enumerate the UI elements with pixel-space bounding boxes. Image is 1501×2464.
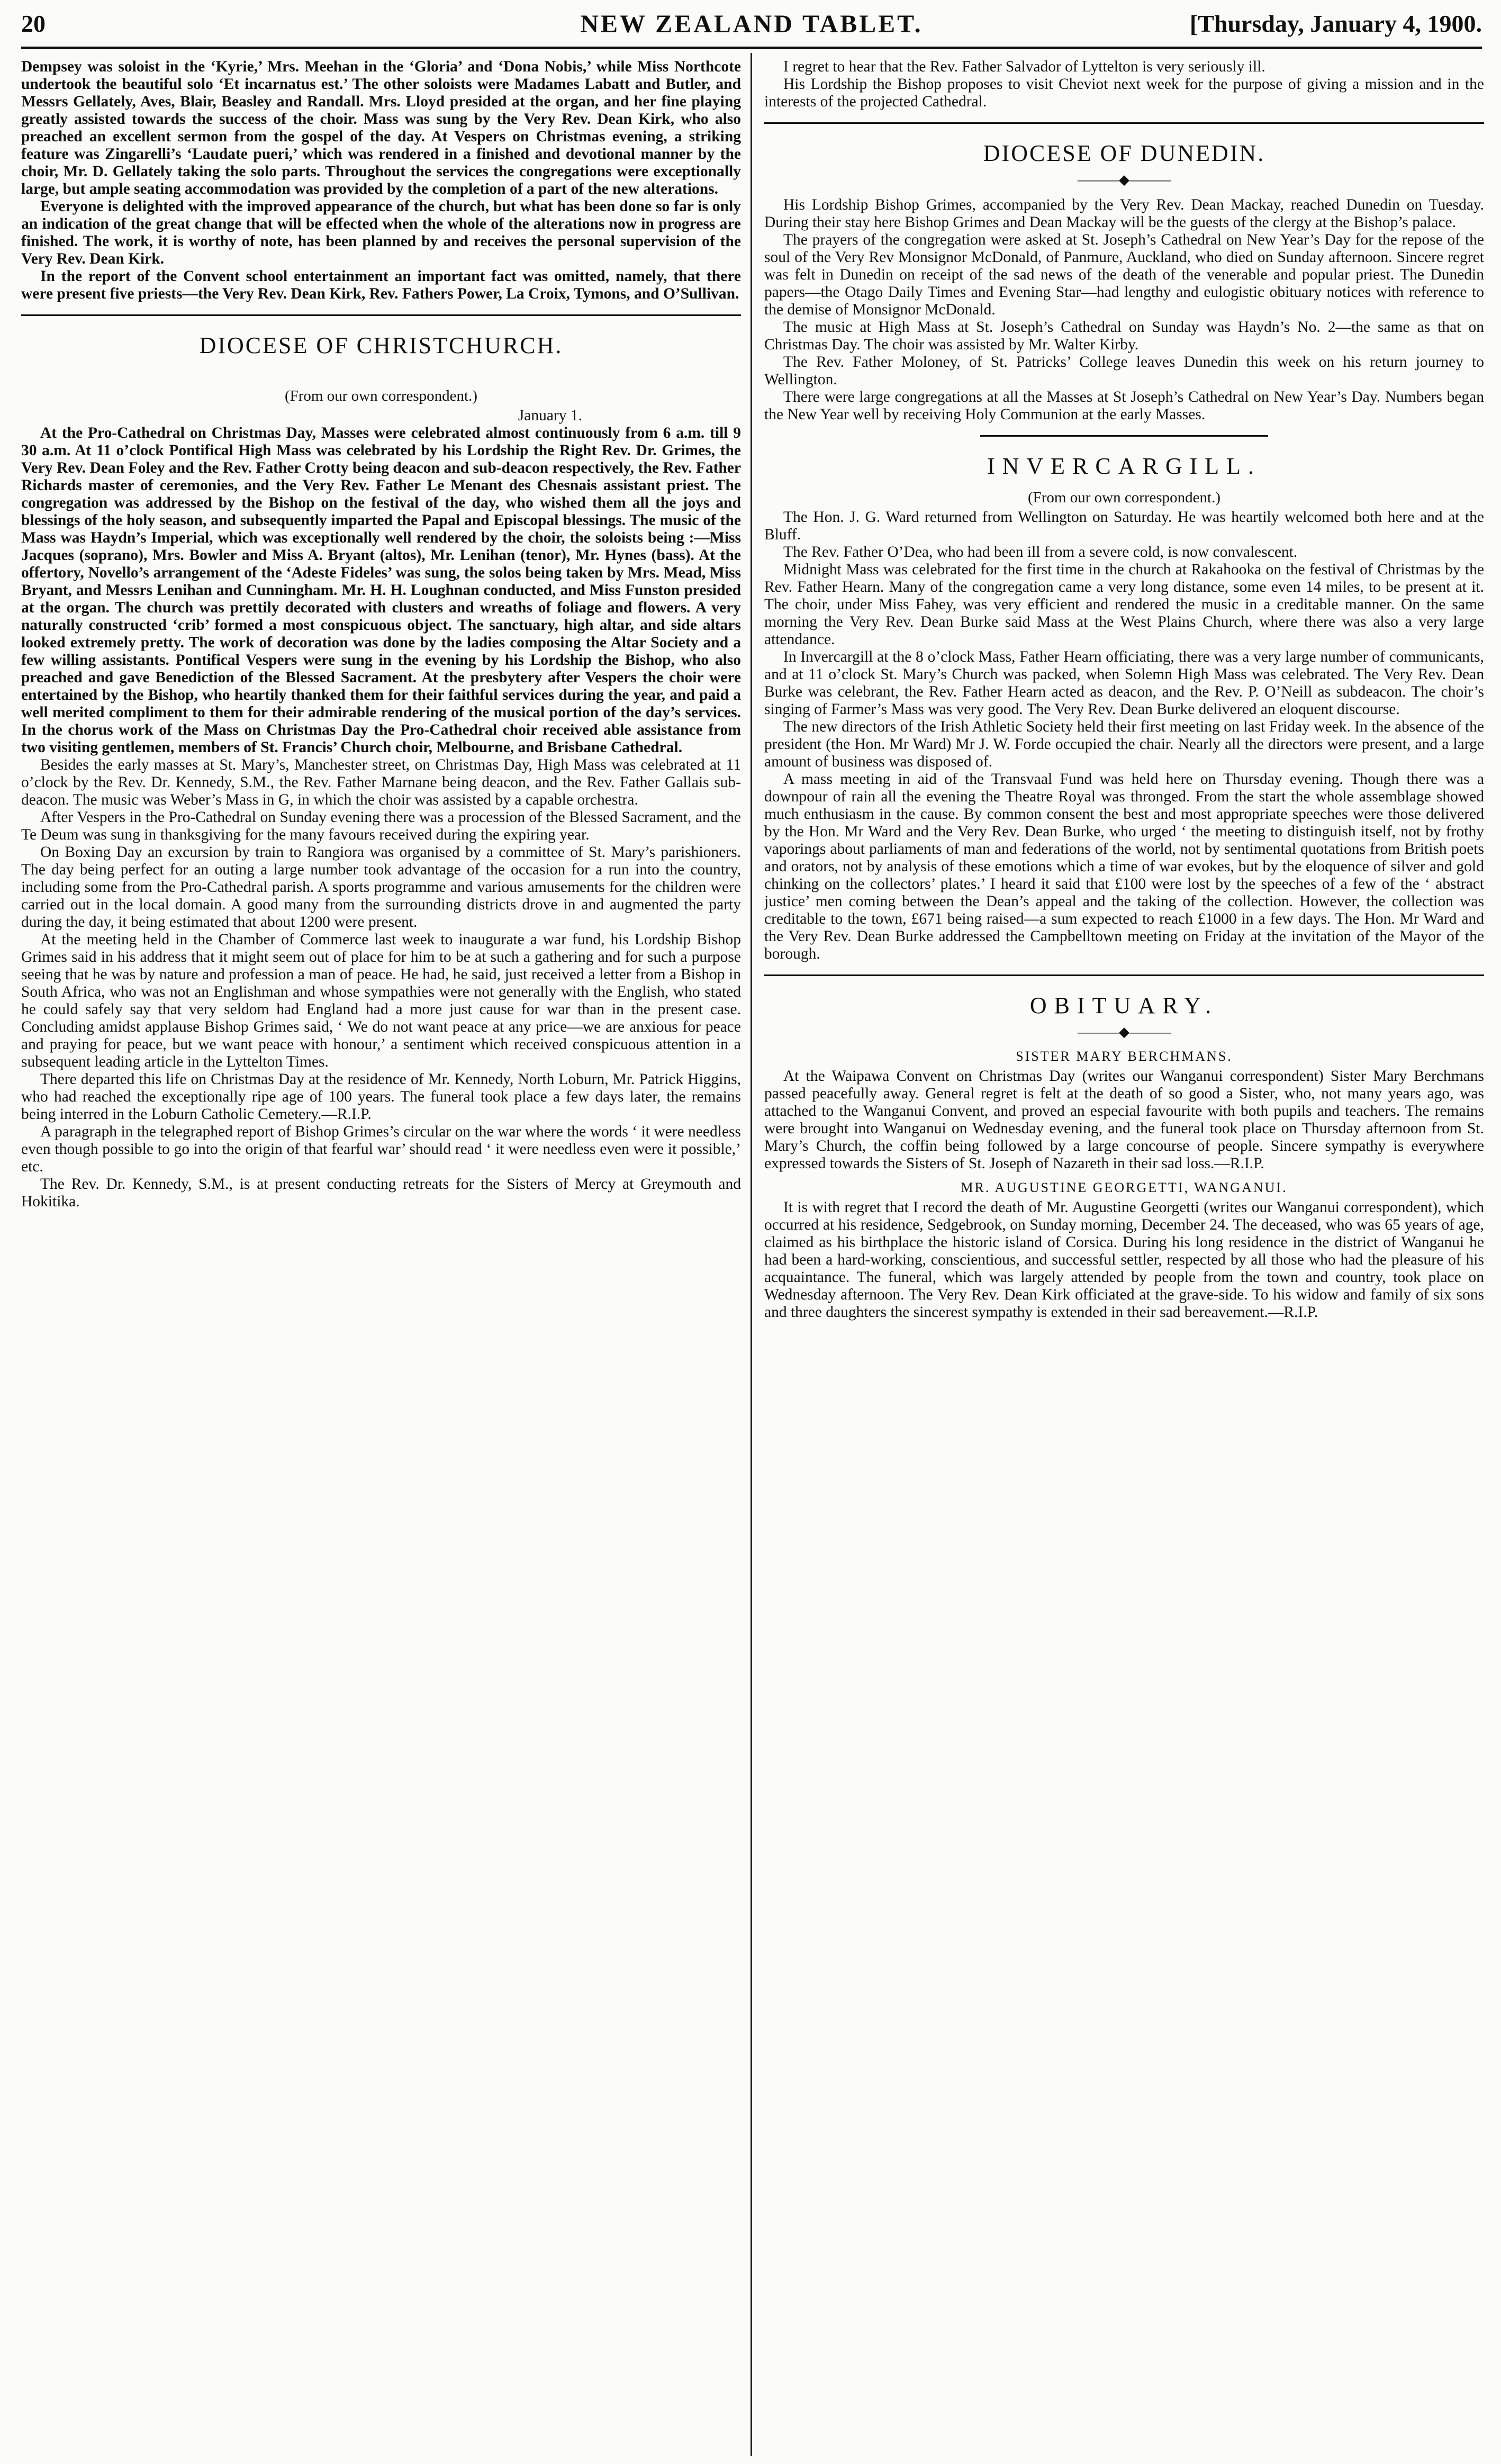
article-paragraph: Besides the early masses at St. Mary’s, Manchester street, on Christmas Day, High Mass was celebrated at 11 o’clock by the Rev. Dr. Kennedy, S.M., the Rev. Father Marnane being deacon, and the Rev. Father Gallais sub-deacon. The music was Weber’s Mass in G, in which the choir was assisted by a capable orchestra. bbox=[21, 756, 741, 808]
article-paragraph: His Lordship Bishop Grimes, accompanied by the Very Rev. Dean Mackay, reached Dunedin on Tuesday. During their stay here Bishop Grimes and Dean Mackay will be the guests of the clergy at the Bishop’s palace. bbox=[764, 196, 1484, 231]
article-paragraph: A mass meeting in aid of the Transvaal Fund was held here on Thursday evening. Though there was a downpour of rain all the evening the Theatre Royal was thronged. From the start the whole assemblage showed much enthusiasm in the cause. By common consent the best and most appropriate speeches were those delivered by the Hon. Mr Ward and the Very Rev. Dean Burke, who urged ‘ the meeting to distinguish itself, not by frothy vaporings about parliaments of man and federations of the world, not by sentimental quotations from British poets and orators, not by analysis of these emotions which a time of war evokes, but by the eloquence of silver and gold chinking on the collectors’ plates.’ I heard it said that £100 were lost by the speeches of a few of the ‘ abstract justice’ men coming between the Dean’s appeal and the taking of the collection. However, the collection was creditable to the town, £671 being raised—a sum expected to reach £1000 in a few days. The Hon. Mr Ward and the Very Rev. Dean Burke addressed the Campbelltown meeting on Friday at the invitation of the Mayor of the borough. bbox=[764, 771, 1484, 962]
article-paragraph: The music at High Mass at St. Joseph’s Cathedral on Sunday was Haydn’s No. 2—the same as that on Christmas Day. The choir was assisted by Mr. Walter Kirby. bbox=[764, 319, 1484, 353]
section-rule bbox=[21, 314, 741, 316]
article-paragraph: The Rev. Dr. Kennedy, S.M., is at present conducting retreats for the Sisters of Mercy at Greymouth and Hokitika. bbox=[21, 1176, 741, 1210]
left-column bbox=[21, 58, 741, 2456]
section-heading-christchurch: DIOCESE OF CHRISTCHURCH. bbox=[199, 332, 563, 358]
section-rule bbox=[764, 974, 1484, 976]
section-rule bbox=[980, 435, 1268, 437]
obituary-subheading: SISTER MARY BERCHMANS. bbox=[1016, 1049, 1233, 1064]
article-paragraph: After Vespers in the Pro-Cathedral on Sunday evening there was a procession of the Blessed Sacrament, and the Te Deum was sung in thanksgiving for the many favours received during the expiring year. bbox=[21, 809, 741, 843]
masthead-title: NEW ZEALAND TABLET. bbox=[580, 10, 923, 38]
obituary-subheading: MR. AUGUSTINE GEORGETTI, WANGANUI. bbox=[961, 1180, 1288, 1195]
article-paragraph: The prayers of the congregation were asked at St. Joseph’s Cathedral on New Year’s Day for the repose of the soul of the Very Rev Monsignor McDonald, of Panmure, Auckland, who died on Sunday afternoon. Sincere regret was felt in Dunedin on receipt of the sad news of the death of the venerable and popular priest. The Dunedin papers—the Otago Daily Times and Evening Star—had lengthy and eulogistic obituary notices with reference to the demise of Monsignor McDonald. bbox=[764, 231, 1484, 318]
article-paragraph: I regret to hear that the Rev. Father Salvador of Lyttelton is very seriously ill. bbox=[783, 58, 1265, 75]
article-paragraph: At the Waipawa Convent on Christmas Day (writes our Wanganui correspondent) Sister Mary Berchmans passed peacefully away. General regret is felt at the death of so good a Sister, who, not many years ago, was attached to the Wanganui Convent, and proved an especial favourite with both pupils and teachers. The remains were brought into Wanganui on Wednesday evening, and the funeral took place on Thursday afternoon from St. Mary’s Church, the coffin being followed by a large concourse of people. Sincere sympathy is everywhere expressed towards the Sisters of St. Joseph of Nazareth in their sad loss.—R.I.P. bbox=[764, 1068, 1484, 1172]
header-rule bbox=[21, 47, 1482, 49]
section-heading-invercargill: INVERCARGILL. bbox=[987, 453, 1262, 479]
article-paragraph: At the Pro-Cathedral on Christmas Day, Masses were celebrated almost continuously from 6 a.m. till 9 30 a.m. At 11 o’clock Pontifical High Mass was celebrated by his Lordship the Right Rev. Dr. Grimes, the Very Rev. Dean Foley and the Rev. Father Crotty being deacon and sub-deacon respectively, the Rev. Father Richards master of ceremonies, and the Very Rev. Father Le Menant des Chesnais assistant priest. The congregation was addressed by the Bishop on the festival of the day, who wished them all the joys and blessings of the holy season, and subsequently imparted the Papal and Episcopal blessings. The music of the Mass was Haydn’s Imperial, which was exceptionally well rendered by the choir, the soloists being :—Miss Jacques (soprano), Mrs. Bowler and Miss A. Bryant (altos), Mr. Lenihan (tenor), Mr. Hynes (bass). At the offertory, Novello’s arrangement of the ‘Adeste Fideles’ was sung, the solos being taken by Mrs. Mead, Miss Bryant, and Messrs Lenihan and Cunningham. Mr. H. H. Loughnan conducted, and Miss Funston presided at the organ. The church was prettily decorated with clusters and wreaths of foliage and flowers. A very naturally constructed ‘crib’ formed a most conspicuous object. The sanctuary, high altar, and side altars looked extremely pretty. The work of decoration was done by the ladies composing the Altar Society and a few willing assistants. Pontifical Vespers were sung in the evening by his Lordship the Bishop, who also preached and gave Benediction of the Blessed Sacrament. At the presbytery after Vespers the choir were entertained by the Bishop, who heartily thanked them for their faithful services during the year, and paid a well merited compliment to them for their admirable rendering of the musical portion of the day’s services. In the chorus work of the Mass on Christmas Day the Pro-Cathedral choir received able assistance from two visiting gentlemen, members of St. Francis’ Church choir, Melbourne, and Brisbane Cathedral. bbox=[21, 425, 741, 756]
article-paragraph: Midnight Mass was celebrated for the first time in the church at Rakahooka on the festival of Christmas by the Rev. Father Hearn. Many of the congregation came a very long distance, some even 14 miles, to be present at it. The choir, under Miss Fahey, was very efficient and rendered the music in a creditable manner. On the same morning the Very Rev. Dean Burke said Mass at the West Plains Church, where there was also a very large attendance. bbox=[764, 561, 1484, 648]
section-heading-obituary: OBITUARY. bbox=[1029, 992, 1219, 1018]
article-paragraph: The new directors of the Irish Athletic Society held their first meeting on last Friday week. In the absence of the president (the Hon. Mr Ward) Mr J. W. Forde occupied the chair. Nearly all the directors were present, and a large amount of business was disposed of. bbox=[764, 718, 1484, 770]
article-paragraph: The Rev. Father O’Dea, who had been ill from a severe cold, is now convalescent. bbox=[783, 544, 1298, 561]
article-paragraph: There were large congregations at all the Masses at St Joseph’s Cathedral on New Year’s Day. Numbers began the New Year well by receiving Holy Communion at the early Masses. bbox=[764, 389, 1484, 423]
issue-date: [Thursday, January 4, 1900. bbox=[1189, 10, 1482, 37]
article-paragraph: In Invercargill at the 8 o’clock Mass, Father Hearn officiating, there was a very large number of communicants, and at 11 o’clock St. Mary’s Church was packed, when Solemn High Mass was celebrated. The Very Rev. Dean Burke was celebrant, the Rev. Father Hearn acted as deacon, and the Rev. P. O’Neill as subdeacon. The choir’s singing of Farmer’s Mass was very good. The Very Rev. Dean Burke delivered an eloquent discourse. bbox=[764, 648, 1484, 718]
page-number: 20 bbox=[21, 10, 46, 37]
article-paragraph: In the report of the Convent school entertainment an important fact was omitted, namely, that there were present five priests—the Very Rev. Dean Kirk, Rev. Fathers Power, La Croix, Tymons, and O’Sullivan. bbox=[21, 268, 741, 302]
section-rule bbox=[764, 122, 1484, 124]
article-paragraph: The Hon. J. G. Ward returned from Wellington on Saturday. He was heartily welcomed both here and at the Bluff. bbox=[764, 509, 1484, 543]
right-column bbox=[764, 58, 1484, 2456]
diamond-ornament-icon: ———◆——— bbox=[1078, 172, 1171, 187]
article-paragraph: A paragraph in the telegraphed report of Bishop Grimes’s circular on the war where the words ‘ it were needless even though possible to go into the origin of that fearful war’ should read ‘ it were needless even were it possible,’ etc. bbox=[21, 1123, 741, 1175]
article-paragraph: Everyone is delighted with the improved appearance of the church, but what has been done so far is only an indication of the great change that will be effected when the whole of the alterations now in progress are finished. The work, it is worthy of note, has been planned by and receives the personal supervision of the Very Rev. Dean Kirk. bbox=[21, 198, 741, 267]
column-divider bbox=[750, 53, 752, 2456]
byline: (From our own correspondent.) bbox=[1027, 489, 1221, 506]
section-heading-dunedin: DIOCESE OF DUNEDIN. bbox=[983, 140, 1265, 166]
article-paragraph: The Rev. Father Moloney, of St. Patricks’ College leaves Dunedin this week on his return journey to Wellington. bbox=[764, 354, 1484, 388]
article-paragraph: On Boxing Day an excursion by train to Rangiora was organised by a committee of St. Mary’s parishioners. The day being perfect for an outing a large number took advantage of the occasion for a run into the country, including some from the Pro-Cathedral parish. A sports programme and various amusements for the children were carried out in the local domain. A good many from the surrounding districts drove in and augmented the party during the day, it being estimated that about 1200 were present. bbox=[21, 844, 741, 931]
article-paragraph: Dempsey was soloist in the ‘Kyrie,’ Mrs. Meehan in the ‘Gloria’ and ‘Dona Nobis,’ while Miss Northcote undertook the beautiful solo ‘Et incarnatus est.’ The other soloists were Madames Labatt and Butler, and Messrs Gellately, Aves, Blair, Beasley and Randall. Mrs. Lloyd presided at the organ, and her fine playing greatly assisted towards the success of the choir. Mass was sung by the Very Rev. Dean Kirk, who also preached an excellent sermon from the gospel of the day. At Vespers on Christmas evening, a striking feature was Zingarelli’s ‘Laudate pueri,’ which was rendered in a finished and devotional manner by the choir, Mr. D. Gellately taking the solo parts. Throughout the services the congregations were exceptionally large, but ample seating accommodation was provided by the completion of a part of the new alterations. bbox=[21, 58, 741, 197]
article-paragraph: At the meeting held in the Chamber of Commerce last week to inaugurate a war fund, his Lordship Bishop Grimes said in his address that it might seem out of place for him to be at such a gathering and for such a purpose seeing that he was by nature and profession a man of peace. He had, he said, just received a letter from a Bishop in South Africa, who was not an Englishman and whose sympathies were not generally with the English, who stated he could safely say that very seldom had England had a more just cause for war than in the present case. Concluding amidst applause Bishop Grimes said, ‘ We do not want peace at any price—we are anxious for peace and praying for peace, but we want peace with honour,’ a sentiment which received conspicuous attention in a subsequent leading article in the Lyttelton Times. bbox=[21, 931, 741, 1070]
dateline: January 1. bbox=[518, 407, 582, 424]
diamond-ornament-icon: ———◆——— bbox=[1078, 1024, 1171, 1040]
page-header bbox=[21, 10, 1482, 42]
byline: (From our own correspondent.) bbox=[284, 387, 478, 404]
article-paragraph: There departed this life on Christmas Day at the residence of Mr. Kennedy, North Loburn, Mr. Patrick Higgins, who had reached the exceptionally ripe age of 100 years. The funeral took place a few days later, the remains being interred in the Loburn Catholic Cemetery.—R.I.P. bbox=[21, 1071, 741, 1123]
article-paragraph: His Lordship the Bishop proposes to visit Cheviot next week for the purpose of giving a mission and in the interests of the projected Cathedral. bbox=[764, 76, 1484, 110]
article-paragraph: It is with regret that I record the death of Mr. Augustine Georgetti (writes our Wanganui correspondent), which occurred at his residence, Sedgebrook, on Sunday morning, December 24. The deceased, who was 65 years of age, claimed as his birthplace the historic island of Corsica. During his long residence in the district of Wanganui he had been a hard-working, conscientious, and successful settler, respected by all those who had the pleasure of his acquaintance. The funeral, which was largely attended by people from the town and country, took place on Wednesday afternoon. The Very Rev. Dean Kirk officiated at the grave-side. To his widow and family of six sons and three daughters the sincerest sympathy is extended in their sad bereavement.—R.I.P. bbox=[764, 1199, 1484, 1321]
